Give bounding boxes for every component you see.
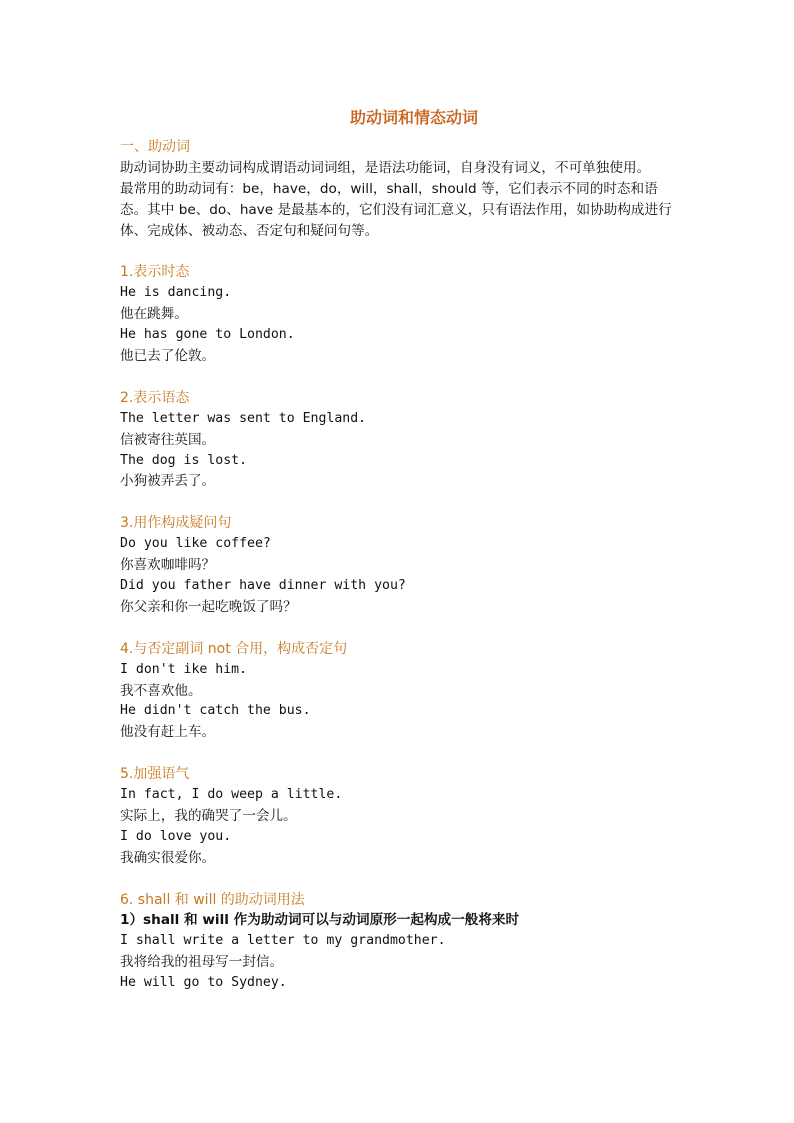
example-cn: 小狗被弄丢了。	[120, 473, 216, 490]
example-cn: 你喜欢咖啡吗？	[120, 557, 216, 574]
example-cn: 我确实很爱你。	[120, 849, 216, 866]
example-en: He is dancing.	[120, 285, 232, 301]
section-5	[120, 764, 680, 869]
section-2	[120, 388, 680, 493]
section-2-heading: 2.表示语态	[120, 389, 190, 406]
example-en: He didn't catch the bus.	[120, 703, 311, 719]
example-en: In fact, I do weep a little.	[120, 787, 343, 803]
example-cn: 他已去了伦敦。	[120, 348, 216, 365]
section-1	[120, 262, 680, 367]
example-cn: 信被寄往英国。	[120, 431, 216, 448]
section-3-heading: 3.用作构成疑问句	[120, 515, 232, 532]
example-en: I do love you.	[120, 828, 232, 844]
section-6-subheading: 1）shall 和 will 作为助动词可以与动词原形一起构成一般将来时	[120, 912, 520, 929]
example-en: I don't ike him.	[120, 661, 248, 677]
example-cn: 你父亲和你一起吃晚饭了吗？	[120, 598, 297, 615]
example-cn: 他没有赶上车。	[120, 724, 216, 741]
document-title: 助动词和情态动词	[349, 108, 478, 127]
section-4-heading: 4.与否定副词 not 合用，构成否定句	[120, 640, 348, 657]
example-en: I shall write a letter to my grandmother.	[120, 933, 446, 949]
section-4	[120, 639, 680, 744]
example-en: The letter was sent to England.	[120, 410, 367, 426]
section-1-heading: 1.表示时态	[120, 264, 190, 281]
example-en: He will go to Sydney.	[120, 975, 287, 991]
example-cn: 实际上，我的确哭了一会儿。	[120, 807, 297, 824]
part1-paragraph-2: 最常用的助动词有：be，have，do，will，shall，should 等，它们表示不同的时态和语态。其中 be、do、have 是最基本的，它们没有词汇意义，只有语法作用，如协助构成进行体、完成体、被动态、否定句和疑问句等。	[120, 180, 672, 239]
example-en: He has gone to London.	[120, 327, 295, 343]
example-cn: 他在跳舞。	[120, 306, 188, 323]
example-en: The dog is lost.	[120, 452, 248, 468]
section-6	[120, 890, 680, 995]
example-cn: 我不喜欢他。	[120, 682, 202, 699]
example-cn: 我将给我的祖母写一封信。	[120, 954, 284, 971]
section-6-heading: 6. shall 和 will 的助动词用法	[120, 891, 305, 908]
part1-paragraph-1: 助动词协助主要动词构成谓语动词词组，是语法功能词，自身没有词义，不可单独使用。	[120, 159, 651, 176]
document-page	[120, 106, 680, 994]
section-3	[120, 513, 680, 618]
example-en: Do you like coffee?	[120, 536, 271, 552]
example-en: Did you father have dinner with you?	[120, 577, 406, 593]
section-5-heading: 5.加强语气	[120, 766, 190, 783]
part1-heading: 一、助动词	[120, 139, 190, 155]
